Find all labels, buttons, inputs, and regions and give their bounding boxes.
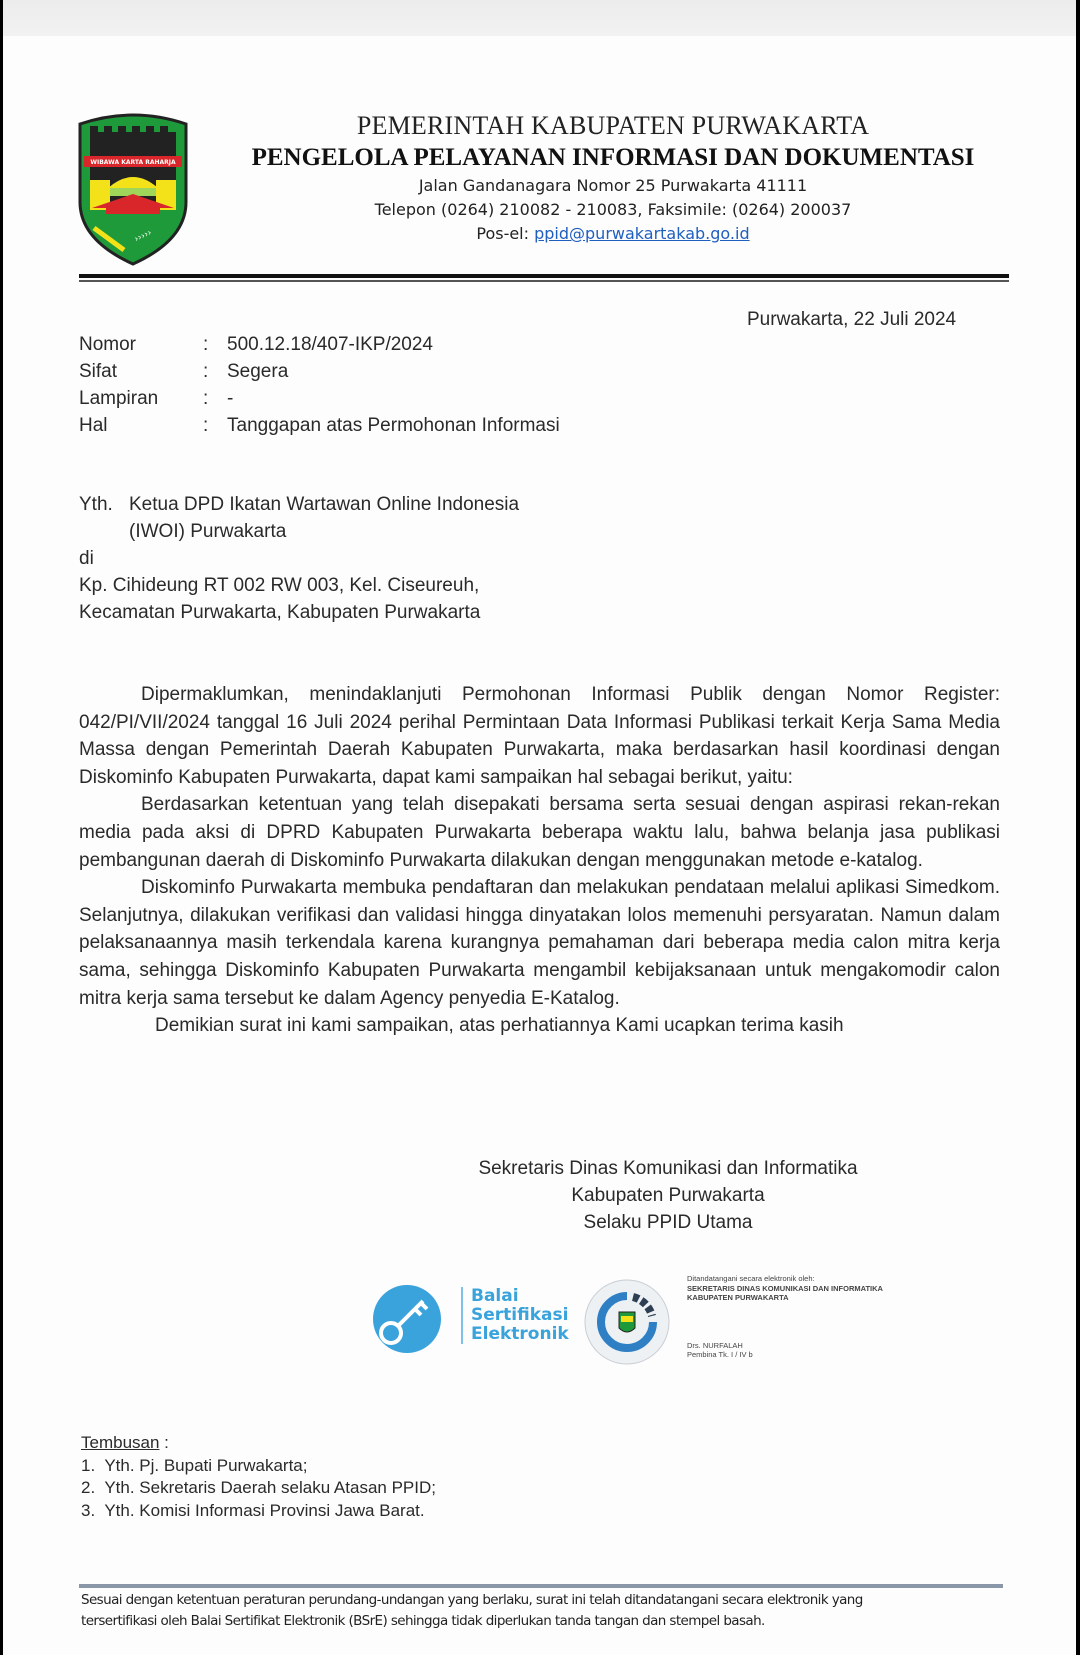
signature-title: Sekretaris Dinas Komunikasi dan Informatika bbox=[478, 1158, 858, 1179]
body-paragraph-1: Dipermaklumkan, menindaklanjuti Permohonan Informasi Publik dengan Nomor Register: 042/PI/VII/2024 tanggal 16 Juli 2024 perihal Permintaan Data Informasi Publikasi terkait Kerja Sama Media Massa dengan Pemerintah Daerah Kabupaten Purwakarta, maka berdasarkan hasil koordinasi dengan Diskominfo Kabupaten Purwakarta, dapat kami sampaikan hal sebagai berikut, yaitu: bbox=[79, 684, 1000, 788]
recipient-address2: Kecamatan Purwakarta, Kabupaten Purwakarta bbox=[79, 602, 481, 623]
meta-value: Segera bbox=[227, 361, 289, 382]
recipient-address1: Kp. Cihideung RT 002 RW 003, Kel. Ciseureuh, bbox=[79, 575, 480, 596]
svg-text:›››››: ››››› bbox=[133, 228, 154, 245]
email-label: Pos-el: bbox=[476, 224, 535, 243]
electronic-signature-note bbox=[687, 1274, 883, 1360]
meta-sep: : bbox=[203, 388, 209, 409]
meta-key: Lampiran bbox=[79, 388, 159, 409]
letterhead-government: PEMERINTAH KABUPATEN PURWAKARTA bbox=[356, 111, 870, 140]
tembusan-colon: : bbox=[159, 1433, 169, 1452]
signature-role: Selaku PPID Utama bbox=[583, 1212, 753, 1233]
letterhead-address: Jalan Gandanagara Nomor 25 Purwakarta 41111 bbox=[418, 176, 808, 195]
signature-regency: Kabupaten Purwakarta bbox=[571, 1185, 765, 1206]
meta-value: Tanggapan atas Permohonan Informasi bbox=[227, 415, 560, 436]
recipient-line1: Ketua DPD Ikatan Wartawan Online Indonesia bbox=[129, 494, 520, 515]
body-paragraph-3: Diskominfo Purwakarta membuka pendaftaran dan melakukan pendataan melalui aplikasi Simedkom. Selanjutnya, dilakukan verifikasi dan validasi hingga dinyatakan lolos memenuhi persyaratan. Namun dalam pelaksanaannya masih terkendala karena kurangnya pemahaman dari beberapa media calon mitra kerja sama, sehingga Diskominfo Kabupaten Purwakarta mengambil kebijaksanaan untuk mengakomodir calon mitra kerja sama tersebut ke dalam Agency penyedia E-Katalog. bbox=[79, 877, 1000, 1009]
tembusan-heading-line bbox=[81, 1432, 436, 1455]
document-page bbox=[3, 0, 1076, 1655]
purwakarta-emblem-icon bbox=[74, 110, 192, 266]
meta-key: Hal bbox=[79, 415, 108, 436]
bsre-key-icon bbox=[371, 1283, 443, 1355]
tembusan-item: 2. Yth. Sekretaris Daerah selaku Atasan PPID; bbox=[81, 1478, 436, 1497]
esign-title2: KABUPATEN PURWAKARTA bbox=[687, 1293, 789, 1302]
esign-title1: SEKRETARIS DINAS KOMUNIKASI DAN INFORMATIKA bbox=[687, 1283, 883, 1293]
letterhead-email-line bbox=[233, 222, 993, 246]
letter-date: Purwakarta, 22 Juli 2024 bbox=[747, 309, 957, 330]
meta-value: 500.12.18/407-IKP/2024 bbox=[227, 334, 434, 355]
esign-name: Drs. NURFALAH bbox=[687, 1340, 743, 1350]
viewer-top-bar bbox=[3, 0, 1076, 36]
footer-line2: tersertifikasi oleh Balai Sertifikat Elektronik (BSrE) sehingga tidak diperlukan tanda tangan dan stempel basah. bbox=[81, 1613, 765, 1629]
meta-key: Sifat bbox=[79, 361, 118, 382]
recipient-di: di bbox=[79, 548, 94, 569]
footer-disclaimer bbox=[81, 1590, 863, 1632]
bsre-line3: Elektronik bbox=[471, 1324, 569, 1344]
meta-value: - bbox=[227, 388, 234, 409]
tembusan-heading: Tembusan bbox=[81, 1433, 160, 1452]
meta-key: Nomor bbox=[79, 334, 137, 355]
tembusan-item: 1. Yth. Pj. Bupati Purwakarta; bbox=[81, 1455, 308, 1475]
bsre-logo bbox=[371, 1283, 569, 1360]
tembusan-item: 3. Yth. Komisi Informasi Provinsi Jawa Barat. bbox=[81, 1500, 425, 1520]
recipient-prefix: Yth. bbox=[79, 494, 113, 515]
regency-seal-icon bbox=[583, 1278, 671, 1366]
letter-body bbox=[79, 681, 1000, 1040]
bsre-wordmark bbox=[461, 1287, 569, 1344]
letterhead-rule-thin bbox=[79, 280, 1009, 282]
letterhead-rule-thick bbox=[79, 274, 1009, 278]
tembusan-block bbox=[81, 1432, 436, 1522]
recipient-line2: (IWOI) Purwakarta bbox=[129, 521, 287, 542]
bsre-line2: Sertifikasi bbox=[471, 1305, 569, 1325]
emblem-banner-text: WIBAWA KARTA RAHARJA bbox=[90, 159, 176, 166]
footer-line1: Sesuai dengan ketentuan peraturan perundang-undangan yang berlaku, surat ini telah ditandatangani secara elektronik yang bbox=[81, 1592, 863, 1608]
meta-sep: : bbox=[203, 415, 209, 436]
body-closing: Demikian surat ini kami sampaikan, atas perhatiannya Kami ucapkan terima kasih bbox=[155, 1015, 844, 1037]
bsre-line1: Balai bbox=[471, 1286, 519, 1306]
meta-sep: : bbox=[203, 361, 209, 382]
signature-block bbox=[443, 1155, 893, 1236]
meta-sep: : bbox=[203, 334, 209, 355]
body-paragraph-2: Berdasarkan ketentuan yang telah disepakati bersama serta sesuai dengan aspirasi rekan-rekan media pada aksi di DPRD Kabupaten Purwakarta beberapa waktu lalu, bahwa belanja jasa publikasi pembangunan daerah di Diskominfo Purwakarta dilakukan dengan menggunakan metode e-katalog. bbox=[79, 794, 1000, 871]
letterhead-phone: Telepon (0264) 210082 - 210083, Faksimile: (0264) 200037 bbox=[374, 200, 852, 219]
email-link[interactable]: ppid@purwakartakab.go.id bbox=[534, 224, 750, 243]
esign-rank: Pembina Tk. I / IV b bbox=[687, 1350, 753, 1359]
footer-rule bbox=[79, 1584, 1003, 1588]
esign-caption: Ditandatangani secara elektronik oleh: bbox=[687, 1274, 815, 1283]
letterhead-office: PENGELOLA PELAYANAN INFORMASI DAN DOKUMENTASI bbox=[251, 144, 975, 171]
letterhead bbox=[233, 110, 993, 246]
